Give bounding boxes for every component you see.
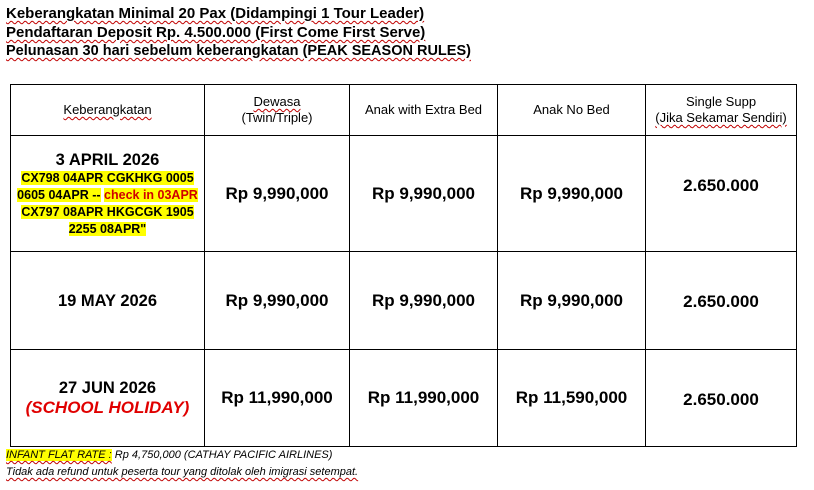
refund-note: Tidak ada refund untuk peserta tour yang ditolak oleh imigrasi setempat. [6,466,359,478]
price-adult: Rp 9,990,000 [205,252,350,350]
column-header-child-extra-bed: Anak with Extra Bed [350,85,498,136]
departure-date: 27 JUN 2026 [58,379,157,397]
school-holiday-note: (SCHOOL HOLIDAY) [25,398,190,417]
column-header-departure: Keberangkatan [11,85,205,136]
departure-date: 3 APRIL 2026 [55,150,160,169]
price-child-no-bed: Rp 11,590,000 [498,350,646,447]
departure-date: 19 MAY 2026 [57,291,158,310]
infant-rate-label: INFANT FLAT RATE : [6,449,112,461]
departure-cell [11,136,205,252]
infant-rate-value: Rp 4,750,000 (CATHAY PACIFIC AIRLINES) [114,449,333,461]
price-child-no-bed: Rp 9,990,000 [498,252,646,350]
flight-info: CX798 04APR CGKHKG 0005 0605 04APR -- check in 03APR CX797 08APR HKGCGK 1905 2255 08APR" [17,170,198,236]
table-row [11,252,797,350]
price-child-no-bed: Rp 9,990,000 [498,136,646,252]
price-child-extra-bed: Rp 11,990,000 [350,350,498,447]
header-line-3: Pelunasan 30 hari sebelum keberangkatan (PEAK SEASON RULES) [6,43,471,59]
price-single-supp: 2.650.000 [646,350,797,447]
price-single-supp: 2.650.000 [646,136,797,252]
price-child-extra-bed: Rp 9,990,000 [350,136,498,252]
table-row [11,350,797,447]
column-header-adult: Dewasa (Twin/Triple) [205,85,350,136]
header-line-2: Pendaftaran Deposit Rp. 4.500.000 (First Come First Serve) [6,24,426,41]
column-header-single-supp: Single Supp (Jika Sekamar Sendiri) [646,85,797,136]
price-single-supp: 2.650.000 [646,252,797,350]
price-table [10,84,797,447]
table-header-row [11,85,797,136]
price-child-extra-bed: Rp 9,990,000 [350,252,498,350]
departure-cell [11,350,205,447]
infant-rate-note [6,449,332,461]
column-header-child-no-bed: Anak No Bed [498,85,646,136]
header-line-1: Keberangkatan Minimal 20 Pax (Didampingi 1 Tour Leader) [6,5,425,22]
departure-cell [11,252,205,350]
price-adult: Rp 11,990,000 [205,350,350,447]
table-row [11,136,797,252]
price-adult: Rp 9,990,000 [205,136,350,252]
